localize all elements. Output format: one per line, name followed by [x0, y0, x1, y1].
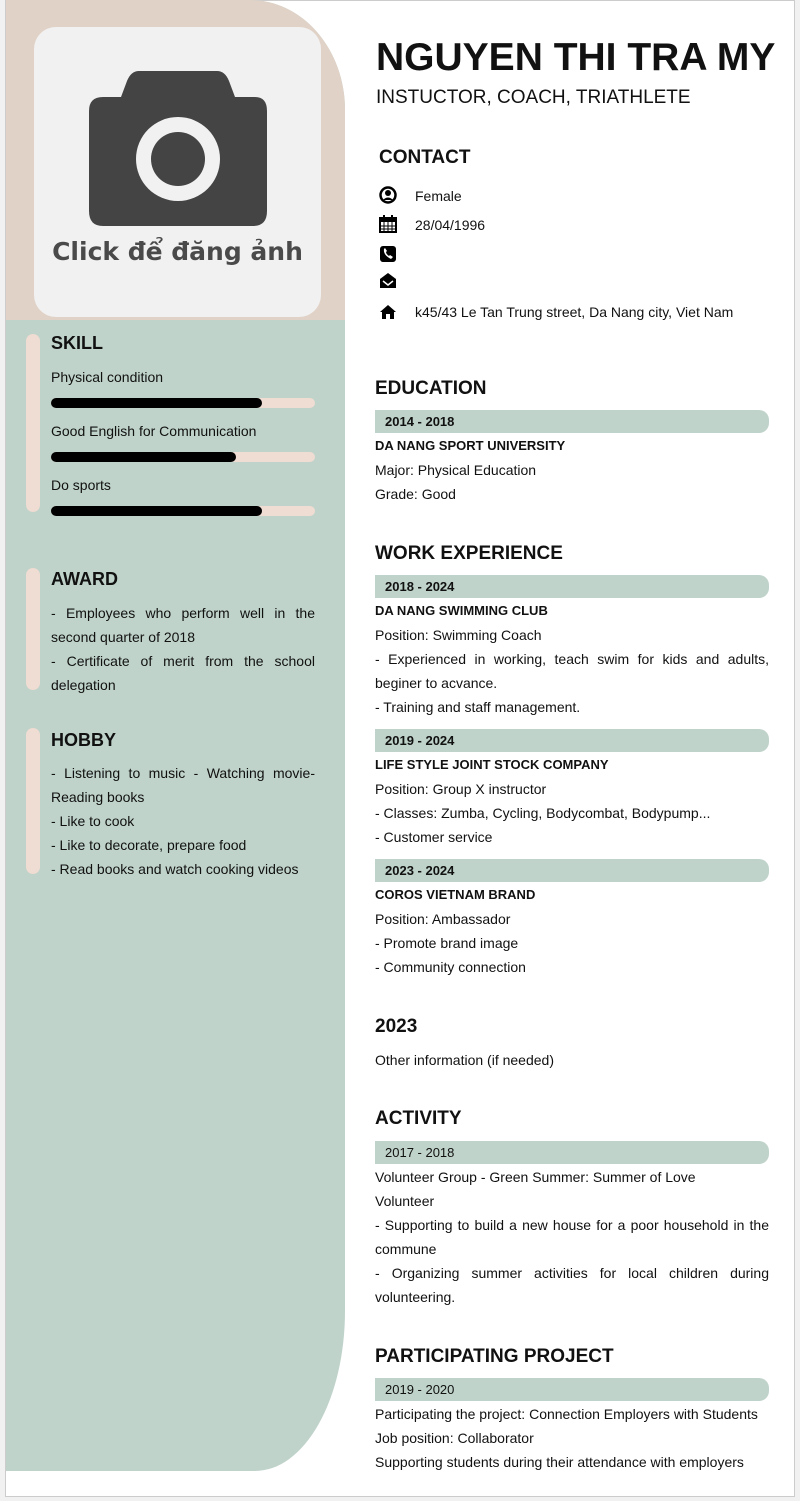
other-heading: 2023	[375, 1016, 418, 1037]
project-line: Participating the project: Connection Employers with Students	[375, 1406, 758, 1422]
hobby-item: - Like to decorate, prepare food	[51, 837, 247, 853]
photo-upload[interactable]	[34, 27, 321, 317]
skill-bar	[51, 398, 315, 408]
education-heading: EDUCATION	[375, 378, 487, 399]
work-line: - Training and staff management.	[375, 699, 581, 715]
project-details	[375, 1402, 769, 1474]
camera-icon	[89, 71, 267, 226]
photo-caption: Click để đăng ảnh	[52, 237, 303, 266]
award-item: - Employees who perform well in the second quarter of 2018	[51, 605, 315, 645]
hobby-list	[51, 761, 315, 881]
phone-icon	[379, 245, 397, 263]
skill-label: Good English for Communication	[51, 423, 257, 439]
work-entry	[375, 883, 769, 979]
calendar-icon	[379, 215, 397, 233]
school-name: DA NANG SPORT UNIVERSITY	[375, 438, 566, 453]
company-name: DA NANG SWIMMING CLUB	[375, 603, 548, 618]
activity-line: Volunteer	[375, 1193, 435, 1209]
work-line: - Customer service	[375, 829, 493, 845]
education-major: Major: Physical Education	[375, 462, 537, 478]
education-details	[375, 434, 769, 506]
work-line: - Community connection	[375, 959, 526, 975]
job-title: INSTUCTOR, COACH, TRIATHLETE	[376, 87, 691, 108]
work-line: Position: Swimming Coach	[375, 627, 542, 643]
project-period: 2019 - 2020	[375, 1378, 769, 1401]
award-list	[51, 601, 315, 697]
skill-heading: SKILL	[51, 333, 103, 353]
award-accent-bar	[26, 568, 40, 690]
project-heading: PARTICIPATING PROJECT	[375, 1346, 614, 1367]
contact-address: k45/43 Le Tan Trung street, Da Nang city, Viet Nam	[415, 304, 734, 320]
home-icon	[379, 303, 397, 321]
skill-bar	[51, 506, 315, 516]
award-item: - Certificate of merit from the school delegation	[51, 653, 315, 693]
hobby-accent-bar	[26, 728, 40, 874]
skill-accent-bar	[26, 334, 40, 512]
work-line: Position: Ambassador	[375, 911, 511, 927]
activity-period: 2017 - 2018	[375, 1141, 769, 1164]
full-name: NGUYEN THI TRA MY	[376, 36, 776, 79]
skill-label: Physical condition	[51, 369, 164, 385]
skill-bar-fill	[51, 452, 236, 462]
skill-label: Do sports	[51, 477, 111, 493]
work-heading: WORK EXPERIENCE	[375, 543, 563, 564]
company-name: COROS VIETNAM BRAND	[375, 887, 536, 902]
skill-bar	[51, 452, 315, 462]
contact-dob: 28/04/1996	[415, 217, 486, 233]
work-period: 2018 - 2024	[375, 575, 769, 598]
work-line: - Promote brand image	[375, 935, 519, 951]
work-line: - Classes: Zumba, Cycling, Bodycombat, Bodypump...	[375, 805, 711, 821]
hobby-heading: HOBBY	[51, 730, 117, 750]
contact-heading: CONTACT	[379, 147, 471, 168]
work-line: Position: Group X instructor	[375, 781, 547, 797]
work-line: - Experienced in working, teach swim for kids and adults, beginer to acvance.	[375, 651, 769, 691]
skill-bar-fill	[51, 506, 262, 516]
activity-line: - Organizing summer activities for local children during volunteering.	[375, 1265, 769, 1305]
hobby-item: - Like to cook	[51, 813, 135, 829]
activity-line: - Supporting to build a new house for a poor household in the commune	[375, 1217, 769, 1257]
envelope-icon	[379, 272, 397, 290]
other-text: Other information (if needed)	[375, 1052, 554, 1068]
hobby-item: - Listening to music - Watching movie- Reading books	[51, 765, 315, 805]
activity-details	[375, 1165, 769, 1309]
project-line: Job position: Collaborator	[375, 1430, 534, 1446]
skill-bar-fill	[51, 398, 262, 408]
activity-line: Volunteer Group - Green Summer: Summer of Love	[375, 1169, 696, 1185]
education-grade: Grade: Good	[375, 486, 456, 502]
contact-gender: Female	[415, 188, 462, 204]
hobby-item: - Read books and watch cooking videos	[51, 861, 299, 877]
award-heading: AWARD	[51, 569, 118, 589]
project-line: Supporting students during their attendance with employers	[375, 1454, 744, 1470]
activity-heading: ACTIVITY	[375, 1108, 462, 1129]
work-period: 2023 - 2024	[375, 859, 769, 882]
company-name: LIFE STYLE JOINT STOCK COMPANY	[375, 757, 609, 772]
user-icon	[379, 186, 397, 204]
work-entry	[375, 599, 769, 719]
education-period: 2014 - 2018	[375, 410, 769, 433]
work-period: 2019 - 2024	[375, 729, 769, 752]
work-entry	[375, 753, 769, 849]
